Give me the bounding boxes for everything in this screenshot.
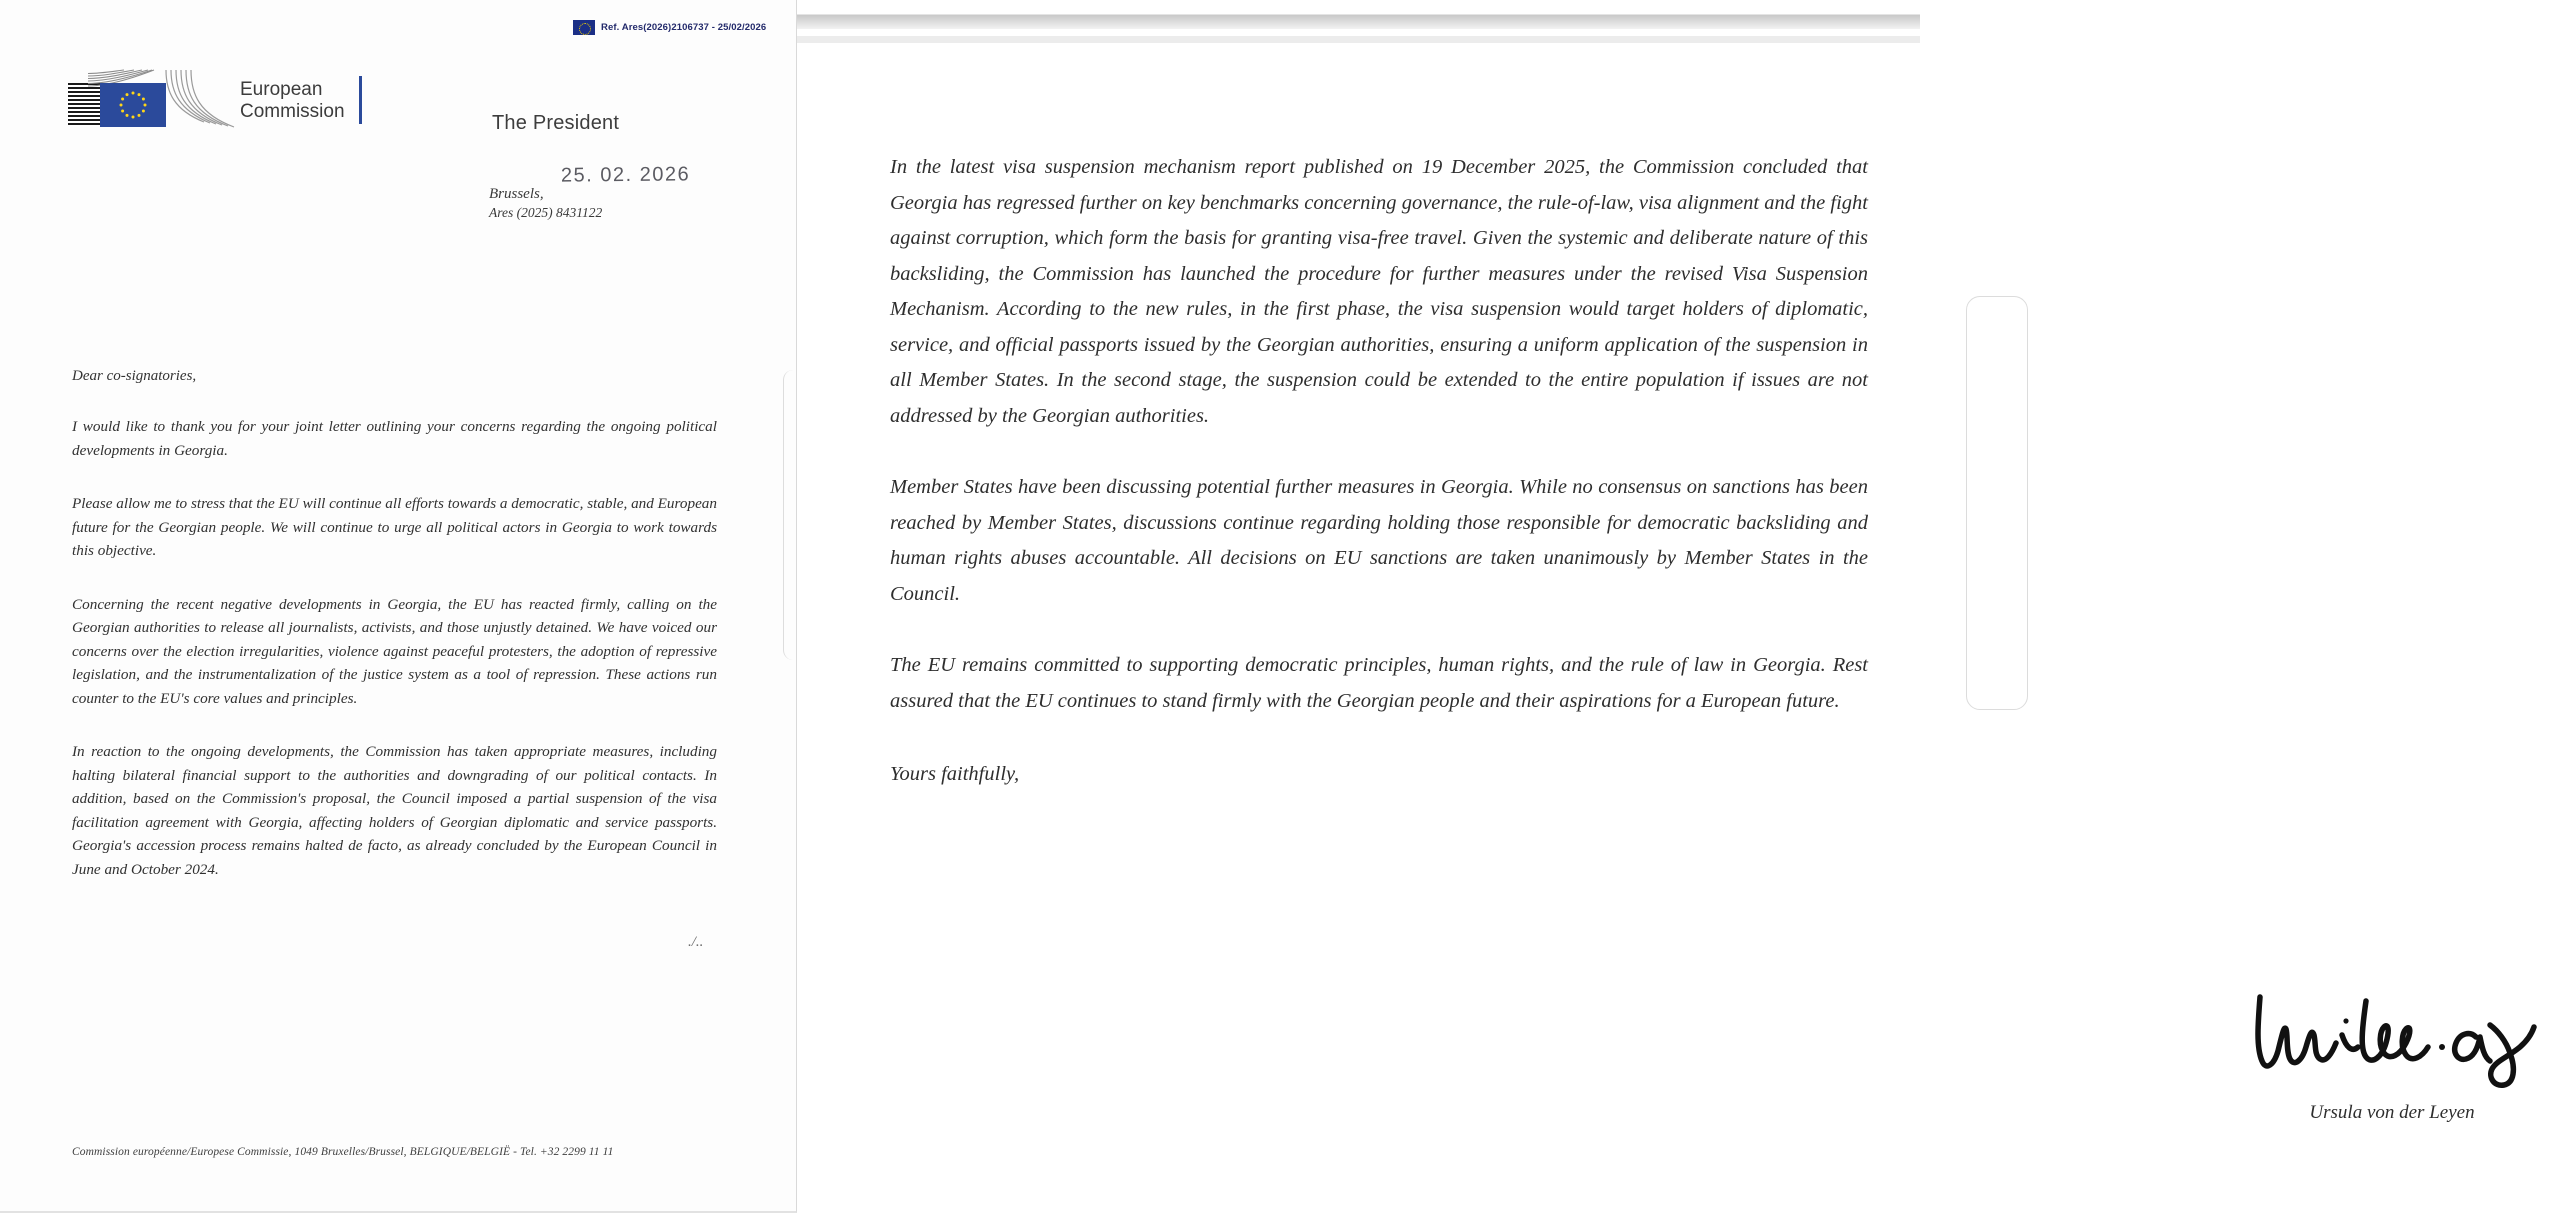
date-stamp: 25. 02. 2026 [560, 163, 691, 187]
paragraph: The EU remains committed to supporting democratic principles, human rights, and the rule of law in Georgia. Rest assured that the EU continues to stand firmly with the Georgian people and their aspirations for a European future. [890, 654, 1868, 712]
closing-salutation: Yours faithfully, [890, 763, 1020, 785]
signatory-name: Ursula von der Leyen [2309, 1102, 2475, 1123]
logo-wave-icon [164, 70, 238, 128]
handwritten-signature-icon [2242, 985, 2542, 1095]
paragraph: In the latest visa suspension mechanism report published on 19 December 2025, the Commission concluded that Georgia has regressed further on key benchmarks concerning governance, the rule-of-law, visa alignment and the fight against corruption, which form the basis for granting visa-free travel. Given the systemic and deliberate nature of this backsliding, the Commission has launched the procedure for further measures under the revised Visa Suspension Mechanism. According to the new rules, in the first phase, the visa suspension would target holders of diplomatic, service, and official passports issued by the Georgian authorities, ensuring a uniform application of the suspension in all Member States. In the second stage, the suspension could be extended to the entire population if issues are not addressed by the Georgian authorities. [890, 156, 1868, 427]
paragraph: Please allow me to stress that the EU will continue all efforts towards a democratic, stable, and European future for the Georgian people. We will continue to urge all political actors in Georgia to work towards this objective. [72, 495, 717, 559]
logo-wordmark-line2: Commission [240, 101, 345, 122]
paragraph: Member States have been discussing potential further measures in Georgia. While no consensus on sanctions has been reached by Member States, discussions continue regarding holding those responsible for democratic backsliding and human rights abuses accountable. All decisions on EU sanctions are taken unanimously by Member States in the Council. [890, 476, 1868, 605]
paragraph: I would like to thank you for your joint letter outlining your concerns regarding the ongoing political developments in Georgia. [72, 418, 717, 459]
page-title: The President [492, 112, 620, 134]
letter-body-page-1 [72, 368, 717, 911]
logo-bars-icon [68, 83, 100, 127]
letter-body-page-2 [890, 150, 1868, 786]
document-page-2[interactable] [797, 0, 2475, 1228]
logo-wordmark-line1: European [240, 79, 323, 100]
eu-flag-icon [100, 83, 166, 127]
page-separator [797, 14, 1920, 29]
next-page-preview[interactable] [1966, 296, 2028, 710]
logo-divider-rule [359, 76, 362, 124]
paragraph: In reaction to the ongoing developments, the Commission has taken appropriate measures, including halting bilateral financial support to the authorities and downgrading of our political contacts. In addition, based on the Commission's proposal, the Council imposed a partial suspension of the visa facilitation agreement with Georgia, affecting holders of Georgian diplomatic and service passports. Georgia's accession process remains halted de facto, as already concluded by the European Council in June and October 2024. [72, 743, 717, 878]
signature-block [2227, 985, 2557, 1124]
salutation: Dear co-signatories, [72, 368, 197, 384]
document-page-1[interactable] [0, 0, 797, 1213]
logo-wordmark [240, 70, 345, 123]
page-footer: Commission européenne/Europese Commissie, 1049 Bruxelles/Brussel, BELGIQUE/BELGIË - Tel. +32 2299 11 11 [72, 1146, 614, 1158]
date-block [489, 163, 739, 221]
paragraph: Concerning the recent negative developments in Georgia, the EU has reacted firmly, calling on the Georgian authorities to release all journalists, activists, and those unjustly detained. We have voiced our concerns over the election irregularities, violence against peaceful protesters, the adoption of repressive legislation, and the instrumentalization of the justice system as a tool of repression. These actions run counter to the EU's core values and principles. [72, 595, 717, 707]
continuation-mark: ./.. [688, 934, 704, 950]
date-city: Brussels, [489, 186, 544, 202]
eu-flag-icon [573, 20, 595, 35]
page-separator-shadow [797, 36, 1920, 43]
registration-stamp [573, 20, 766, 35]
european-commission-logo-icon [68, 70, 362, 128]
document-reference: Ares (2025) 8431122 [489, 205, 603, 220]
registration-stamp-text: Ref. Ares(2026)2106737 - 25/02/2026 [601, 22, 767, 33]
